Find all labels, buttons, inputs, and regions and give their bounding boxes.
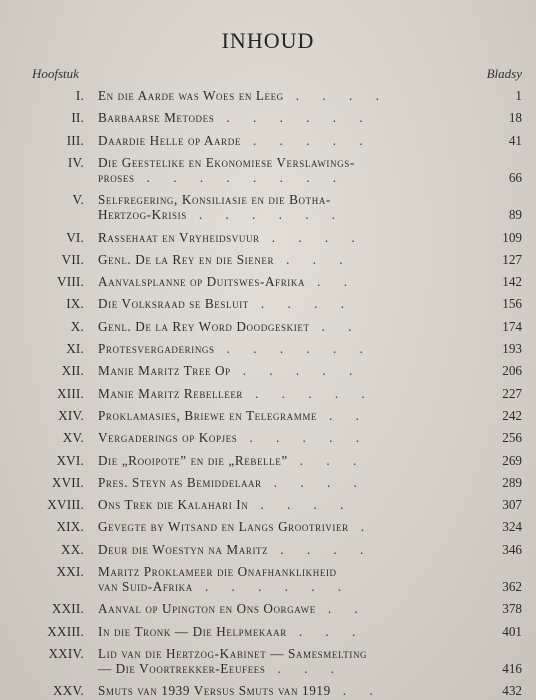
page-number: 127 [502,251,522,267]
leader-dots: . . . . . [249,430,370,446]
leader-dots: . . [342,683,383,699]
chapter-number: III. [66,132,84,148]
chapter-title-text: Protesvergaderings [98,341,215,356]
chapter-title [98,453,443,468]
leader-dots: . . . . . [242,363,363,379]
chapter-title [98,646,443,676]
chapter-title-text: Vergaderings op Kopjes [98,430,238,446]
chapter-title-line [98,133,443,148]
chapter-number: XXIII. [47,623,84,639]
chapter-title-text: Die Geestelike en Ekonomiese Verslawings- [98,154,355,170]
chapter-title-line [98,661,443,676]
chapter-title-text: Hertzog-Krisis [98,207,187,223]
chapter-title [98,497,443,512]
page-number: 227 [502,385,522,401]
chapter-number: XX. [61,541,84,557]
page-number: 242 [502,407,522,423]
chapter-title [98,192,443,222]
chapter-title-text: In die Tronk — Die Helpmekaar [98,623,287,639]
chapter-title-line [98,192,443,207]
page-number: 401 [502,623,522,639]
chapter-title [98,475,443,490]
leader-dots: . . . . . [255,385,375,401]
chapter-title-line [98,386,443,401]
chapter-number: XV. [62,430,84,446]
chapter-number: IV. [67,154,84,170]
chapter-title-text: Gevegte by Witsand en Langs Grootrivier [98,519,349,535]
chapter-number: I. [75,88,84,103]
chapter-title-text: Pres. Steyn as Bemiddelaar [98,474,262,490]
leader-dots: . . . [299,452,367,468]
chapter-number: II. [71,110,84,126]
page-number: 346 [502,541,522,557]
leader-dots: . . . . . . . . [146,169,347,185]
chapter-title [98,88,443,103]
chapter-title [98,363,443,378]
chapter-title-line [98,579,443,594]
chapter-title [98,408,443,423]
leader-dots: . . [317,274,357,290]
page-number: 1 [515,88,522,103]
page-number: 193 [502,341,522,356]
leader-dots: . . . [277,660,344,676]
chapter-title-line [98,475,443,490]
leader-dots: . . . . [271,229,365,245]
leader-dots: . . [327,601,368,617]
chapter-number: IX. [66,296,84,312]
chapter-title-line [98,88,443,103]
chapter-title-text: Die Volksraad se Besluit [98,296,249,312]
chapter-number: XIII. [57,385,84,401]
chapter-title-text: — Die Voortrekker-Eeufees [98,660,266,676]
page-column-label: Bladsy [486,66,522,81]
chapter-title [98,683,443,698]
page-number: 256 [502,430,522,446]
chapter-title-text: Genl. De la Rey en die Siener [98,251,275,267]
leader-dots: . [360,519,374,535]
chapter-number: XXIV. [48,645,84,661]
leader-dots: . . . . . . [226,341,373,356]
chapter-title [98,542,443,557]
chapter-title [98,110,443,125]
chapter-title-text: Barbaarse Metodes [98,110,215,126]
chapter-number: VIII. [57,274,84,290]
leader-dots: . . . . [280,541,374,557]
chapter-title-text: En die Aarde was Woes en Leeg [98,88,284,103]
leader-dots: . . . . [295,88,389,103]
chapter-title-text: Proklamasies, Briewe en Telegramme [98,407,318,423]
leader-dots: . . . . [273,474,367,490]
chapter-title-line [98,408,443,423]
page-number: 432 [502,683,522,699]
chapter-title-line [98,542,443,557]
chapter-title-line [98,110,443,125]
page-number: 307 [502,497,522,513]
chapter-number: VII. [61,251,84,267]
chapter-number: XVI. [56,452,84,468]
chapter-title-text: Maritz Proklameer die Onafhanklikheid [98,564,337,579]
chapter-title-line [98,564,443,579]
page-number: 66 [508,169,522,185]
chapter-title [98,155,443,185]
chapter-title-text: van Suid-Afrika [98,579,193,594]
chapter-title-line [98,453,443,468]
leader-dots: . . . . . . [226,110,373,126]
page-number: 156 [502,296,522,312]
chapter-title [98,564,443,594]
chapter-number: XXII. [51,601,84,617]
chapter-title [98,430,443,445]
chapter-title-line [98,274,443,289]
chapter-number: XIV. [58,407,84,423]
chapter-number: V. [72,192,84,208]
chapter-title [98,274,443,289]
chapter-title-line [98,230,443,245]
chapter-title-text: Lid van die Hertzog-Kabinet — Samesmelting [98,645,368,661]
chapter-title-line [98,252,443,267]
chapter-number: VI. [66,229,84,245]
page-number: 289 [502,474,522,490]
chapter-number: XXI. [56,564,84,579]
chapter-title-text: Selfregering, Konsiliasie en die Botha- [98,192,331,208]
page-number: 324 [502,519,522,535]
leader-dots: . . [321,318,362,334]
page-number: 109 [502,229,522,245]
chapter-title [98,230,443,245]
leader-dots: . . [329,407,369,423]
chapter-title [98,519,443,534]
chapter-number: XIX. [56,519,84,535]
page-number: 89 [508,207,522,223]
chapter-title-text: Deur die Woestyn na Maritz [98,541,269,557]
page-number: 142 [502,274,522,290]
chapter-title-line [98,683,443,698]
chapter-title-text: Smuts van 1939 Versus Smuts van 1919 [98,683,331,699]
chapter-title [98,252,443,267]
chapter-title-text: Manie Maritz Rebelleer [98,385,244,401]
chapter-title-line [98,624,443,639]
chapter-title-text: proses [98,169,135,185]
page-number: 416 [502,660,522,676]
chapter-number: XXV. [53,683,84,699]
page-number: 18 [508,110,522,126]
leader-dots: . . . . . [252,132,373,148]
chapter-title-line [98,363,443,378]
chapter-title-text: Die „Rooipote” en die „Rebelle” [98,452,288,468]
chapter-title-line [98,319,443,334]
chapter-title-line [98,646,443,661]
chapter-column-label: Hoofstuk [32,66,79,81]
page-title: INHOUD [221,28,315,53]
page-number: 378 [502,601,522,617]
chapter-title-line [98,341,443,356]
chapter-title [98,133,443,148]
page-number: 269 [502,452,522,468]
leader-dots: . . . [286,251,353,267]
page-number: 206 [502,363,522,379]
chapter-title-text: Aanval op Upington en Ons Oorgawe [98,601,316,617]
leader-dots: . . . . [260,296,354,312]
chapter-number: XII. [61,363,84,379]
leader-dots: . . . . . . [198,207,346,223]
chapter-title-line [98,497,443,512]
chapter-title [98,386,443,401]
chapter-number: X. [70,318,84,334]
chapter-title [98,601,443,616]
chapter-number: XI. [66,341,84,356]
chapter-title [98,341,443,356]
chapter-title [98,296,443,311]
chapter-title [98,624,443,639]
chapter-title-line [98,296,443,311]
chapter-title-line [98,155,443,170]
chapter-title-text: Manie Maritz Tree Op [98,363,231,379]
chapter-title-line [98,519,443,534]
chapter-title-line [98,430,443,445]
leader-dots: . . . [298,623,366,639]
chapter-title [98,319,443,334]
chapter-title-line [98,207,443,222]
leader-dots: . . . . . . [204,579,352,594]
chapter-title-text: Genl. De la Rey Word Doodgeskiet [98,318,310,334]
leader-dots: . . . . [260,497,354,513]
page-number: 362 [502,579,522,594]
chapter-title-line [98,170,443,185]
chapter-title-text: Daardie Helle op Aarde [98,132,241,148]
chapter-number: XVII. [51,474,84,490]
chapter-title-text: Rassehaat en Vryheidsvuur [98,229,260,245]
chapter-title-text: Aanvalsplanne op Duitswes-Afrika [98,274,306,290]
page-number: 41 [508,132,522,148]
chapter-number: XVIII. [47,497,84,513]
page-number: 174 [502,318,522,334]
chapter-title-text: Ons Trek die Kalahari In [98,497,249,513]
chapter-title-line [98,601,443,616]
